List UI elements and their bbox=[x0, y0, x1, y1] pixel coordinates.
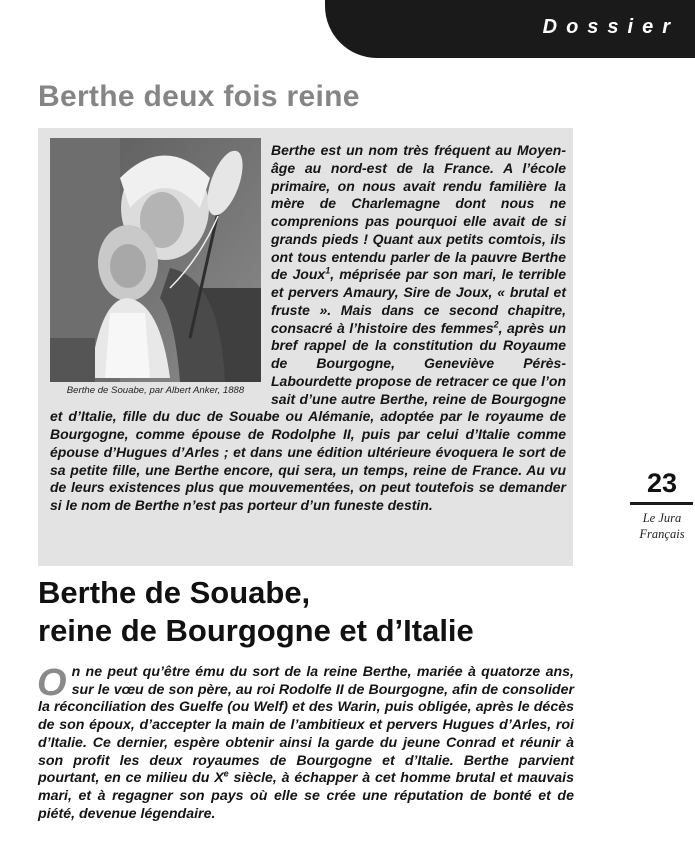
century-superscript: e bbox=[223, 768, 229, 779]
article-body bbox=[38, 664, 574, 823]
header-tab bbox=[325, 0, 695, 58]
publication-line-2: Français bbox=[639, 527, 685, 541]
page-number-rule bbox=[630, 502, 693, 505]
footnote-ref-2: 2 bbox=[493, 318, 499, 329]
intro-box bbox=[38, 128, 573, 566]
float-spacer bbox=[50, 128, 271, 404]
body-part-a: n ne peut qu’être ému du sort de la reine Berthe, mariée à quatorze ans, sur le vœu de son père, au roi Rodolfe II de Bourgogne, afin de consolider la réconciliation des Guelfe (ou Welf) et des Warin, puis obligée, après le décès de son époux, d’accepter la main de l’ambitieux et pervers Hugues d’Arles, roi d’Italie. Ce dernier, espère obtenir ainsi la garde du jeune Conrad et réunir à son profit les deux royaumes de Bourgogne et d’Italie. Berthe parvient pourtant, en ce milieu du X bbox=[38, 664, 574, 787]
photo-caption: Berthe de Souabe, par Albert Anker, 1888 bbox=[66, 385, 245, 396]
section-title-line-2: reine de Bourgogne et d’Italie bbox=[38, 613, 474, 648]
intro-part-3: , après un bref rappel de la constitution du Royaume de Bourgogne, Geneviève Pérès-Labourdette propose de retracer ce que l’on sait d’une autre Berthe, reine de Bourgogne et d’Italie, fille du duc de Souabe ou Alémanie, adoptée par le royaume de Bourgogne, comme épouse de Rodolphe II, puis par celui d’Italie comme épouse d’Hugues d’Arles ; et dans une édition ultérieure évoquera le sort de sa petite fille, une Berthe encore, qui sera, un temps, reine de France. Au vu de leurs existences plus que mouvementées, on peut toutefois se demander si le nom de Berthe n’est pas porteur d’un funeste destin. bbox=[50, 319, 566, 513]
intro-part-2: , méprisée par son mari, le terrible et pervers Amaury, Sire de Joux, « brutal et fruste ». Mais dans ce second chapitre, consacré à l’histoire des femmes bbox=[271, 266, 566, 336]
publication-name bbox=[628, 510, 695, 542]
drop-cap: O bbox=[37, 662, 67, 704]
intro-part-1: Berthe est un nom très fréquent au Moyen-âge au nord-est de la France. A l’école primaire, on nous avait rendu familière la mère de Charlemagne dont nous ne comprenions pas pourquoi elle avait de si grands pieds ! Quant aux petits comtois, ils ont tous entendu parler de la pauvre Berthe de Joux bbox=[271, 142, 566, 283]
intro-text bbox=[38, 128, 573, 515]
section-title bbox=[38, 574, 474, 650]
footnote-ref-1: 1 bbox=[325, 265, 331, 276]
publication-line-1: Le Jura bbox=[642, 511, 682, 525]
article-title: Berthe deux fois reine bbox=[38, 80, 360, 113]
page-number: 23 bbox=[646, 468, 678, 498]
body-paragraph bbox=[38, 664, 574, 823]
section-label: Dossier bbox=[542, 16, 679, 38]
body-part-b: siècle, à échapper à cet homme brutal et mauvais mari, et à regagner son pays où elle se crée une réputation de bonté et de piété, devenue légendaire. bbox=[38, 770, 574, 822]
section-title-line-1: Berthe de Souabe, bbox=[38, 575, 311, 610]
